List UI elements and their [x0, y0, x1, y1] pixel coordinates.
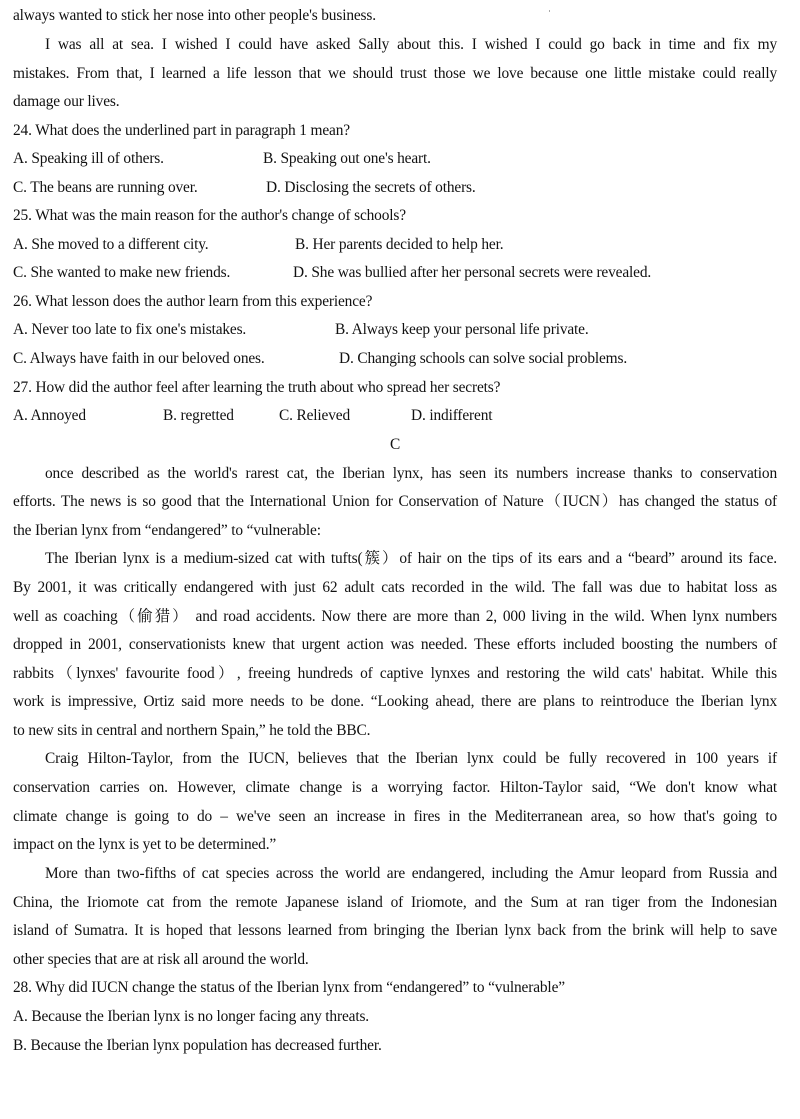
passage-c-paragraph-line: rabbits（lynxes' favourite food）, freeing hundreds of captive lynxes and restoring the wild cats' habitat. While this	[13, 665, 777, 682]
passage-c-paragraph-line: other species that are at risk all around the world.	[13, 951, 309, 968]
question-26-option-c: C. Always have faith in our beloved ones.	[13, 350, 265, 367]
scan-speck	[549, 10, 550, 12]
passage-b-paragraph-line: damage our lives.	[13, 93, 120, 110]
question-24-option-b: B. Speaking out one's heart.	[263, 150, 431, 167]
question-24-option-d: D. Disclosing the secrets of others.	[266, 179, 476, 196]
passage-c-paragraph-line: to new sits in central and northern Spain,” he told the BBC.	[13, 722, 371, 739]
passage-b-last-line: always wanted to stick her nose into other people's business.	[13, 7, 376, 24]
passage-c-paragraph-line: The Iberian lynx is a medium-sized cat with tufts(簇）of hair on the tips of its ears and a “beard” around its face.	[45, 550, 777, 567]
question-25-option-d: D. She was bullied after her personal secrets were revealed.	[293, 264, 652, 281]
question-26-stem: 26. What lesson does the author learn from this experience?	[13, 293, 373, 310]
passage-c-paragraph-line: island of Sumatra. It is hoped that lessons learned from bringing the Iberian lynx back from the brink will help to save	[13, 922, 777, 939]
question-26-option-a: A. Never too late to fix one's mistakes.	[13, 321, 247, 338]
question-26-option-d: D. Changing schools can solve social problems.	[339, 350, 628, 367]
passage-c-paragraph-line: More than two-fifths of cat species across the world are endangered, including the Amur leopard from Russia and	[45, 865, 777, 882]
question-27-option-b: B. regretted	[163, 407, 234, 424]
passage-c-paragraph-line: impact on the lynx is yet to be determined.”	[13, 836, 277, 853]
question-25-option-a: A. She moved to a different city.	[13, 236, 209, 253]
question-26-option-b: B. Always keep your personal life private.	[335, 321, 589, 338]
question-28-option-a: A. Because the Iberian lynx is no longer facing any threats.	[13, 1008, 369, 1025]
passage-c-paragraph-line: efforts. The news is so good that the International Union for Conservation of Nature（IUCN）has changed the status of	[13, 493, 777, 510]
question-25-option-c: C. She wanted to make new friends.	[13, 264, 231, 281]
passage-c-paragraph-line: conservation carries on. However, climate change is a worrying factor. Hilton-Taylor said, “We don't know what	[13, 779, 777, 796]
question-27-option-a: A. Annoyed	[13, 407, 86, 424]
passage-c-paragraph-line: work is impressive, Ortiz said more needs to be done. “Looking ahead, there are plans to reintroduce the Iberian lynx	[13, 693, 777, 710]
section-c-heading: C	[389, 436, 401, 453]
passage-c-paragraph-line: climate change is going to do – we've seen an increase in fires in the Mediterranean area, so how that's going to	[13, 808, 777, 825]
question-27-option-c: C. Relieved	[279, 407, 351, 424]
passage-b-paragraph-line: I was all at sea. I wished I could have asked Sally about this. I wished I could go back in time and fix my	[45, 36, 777, 53]
question-24-option-a: A. Speaking ill of others.	[13, 150, 164, 167]
question-28-stem: 28. Why did IUCN change the status of the Iberian lynx from “endangered” to “vulnerable”	[13, 979, 565, 996]
passage-c-paragraph-line: well as coaching（偷猎） and road accidents. Now there are more than 2, 000 living in the wild. When lynx numbers	[13, 608, 777, 625]
question-24-option-c: C. The beans are running over.	[13, 179, 198, 196]
passage-c-paragraph-line: the Iberian lynx from “endangered” to “vulnerable:	[13, 522, 321, 539]
question-28-option-b: B. Because the Iberian lynx population has decreased further.	[13, 1037, 382, 1054]
passage-c-paragraph-line: dropped in 2001, conservationists knew that urgent action was needed. These efforts included boosting the numbers of	[13, 636, 777, 653]
passage-c-paragraph-line: Craig Hilton-Taylor, from the IUCN, believes that the Iberian lynx could be fully recovered in 100 years if	[45, 750, 777, 767]
passage-b-paragraph-line: mistakes. From that, I learned a life lesson that we should trust those we love because one little mistake could really	[13, 65, 777, 82]
passage-c-paragraph-line: once described as the world's rarest cat, the Iberian lynx, has seen its numbers increase thanks to conservation	[45, 465, 777, 482]
question-24-stem: 24. What does the underlined part in paragraph 1 mean?	[13, 122, 350, 139]
question-25-option-b: B. Her parents decided to help her.	[295, 236, 504, 253]
passage-c-paragraph-line: By 2001, it was critically endangered with just 62 adult cats recorded in the wild. The fall was due to habitat loss as	[13, 579, 777, 596]
question-27-stem: 27. How did the author feel after learning the truth about who spread her secrets?	[13, 379, 501, 396]
question-25-stem: 25. What was the main reason for the author's change of schools?	[13, 207, 406, 224]
passage-c-paragraph-line: China, the Iriomote cat from the remote Japanese island of Iriomote, and the Sum at ran tiger from the Indonesian	[13, 894, 777, 911]
question-27-option-d: D. indifferent	[411, 407, 493, 424]
